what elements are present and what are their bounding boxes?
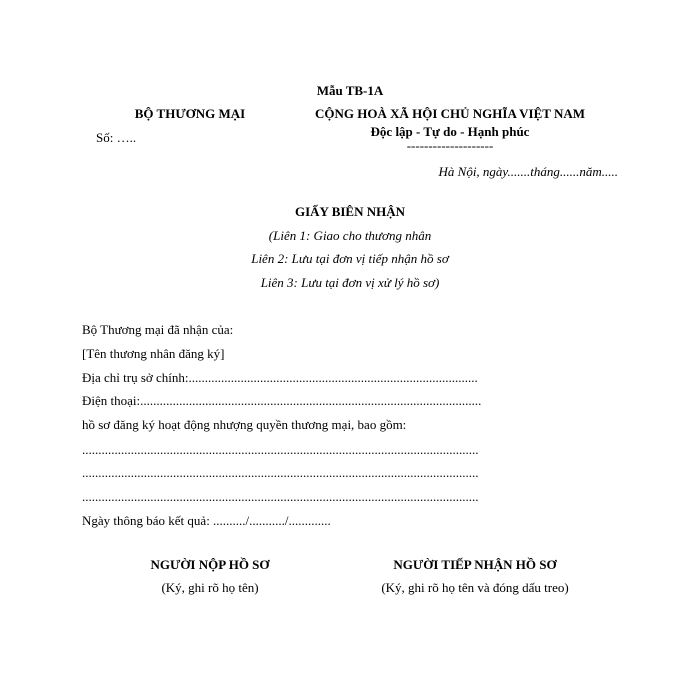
document-title: GIẤY BIÊN NHẬN [294, 204, 406, 219]
motto-divider: -------------------- [406, 138, 494, 153]
form-code: Mẫu TB-1A [316, 83, 384, 98]
submitter-signature-note: (Ký, ghi rõ họ tên) [161, 580, 259, 595]
submitter-signature-title: NGƯỜI NỘP HỒ SƠ [150, 557, 270, 572]
dossier-item-line: .......................................................................................................................... [82, 442, 479, 457]
copy-note-3: Liên 3: Lưu tại đơn vị xử lý hồ sơ) [260, 275, 440, 290]
copy-note-2: Liên 2: Lưu tại đơn vị tiếp nhận hồ sơ [251, 251, 449, 266]
merchant-name-placeholder: [Tên thương nhân đăng ký] [82, 346, 225, 361]
country-name: CỘNG HOÀ XÃ HỘI CHỦ NGHĨA VIỆT NAM [314, 106, 586, 121]
copy-note-1: (Liên 1: Giao cho thương nhân [268, 228, 432, 243]
document-number: Số: ….. [96, 130, 137, 145]
received-from-line: Bộ Thương mại đã nhận của: [82, 322, 234, 337]
phone-field: Điện thoại:......................................................................................................... [82, 393, 482, 408]
national-motto: Độc lập - Tự do - Hạnh phúc [370, 124, 530, 139]
dossier-item-line: .......................................................................................................................... [82, 465, 479, 480]
dossier-item-line: .......................................................................................................................... [82, 489, 479, 504]
receiver-signature-note: (Ký, ghi rõ họ tên và đóng dấu treo) [381, 580, 569, 595]
issuing-ministry: BỘ THƯƠNG MẠI [134, 106, 246, 121]
date-line: Hà Nội, ngày.......tháng......năm..... [438, 164, 618, 179]
dossier-description: hồ sơ đăng ký hoạt động nhượng quyền thương mại, bao gồm: [82, 417, 407, 432]
address-field: Địa chỉ trụ sở chính:......................................................................................... [82, 370, 478, 385]
receiver-signature-title: NGƯỜI TIẾP NHẬN HỒ SƠ [393, 557, 557, 572]
notice-date-field: Ngày thông báo kết quả: ........../.........../............. [82, 513, 331, 528]
